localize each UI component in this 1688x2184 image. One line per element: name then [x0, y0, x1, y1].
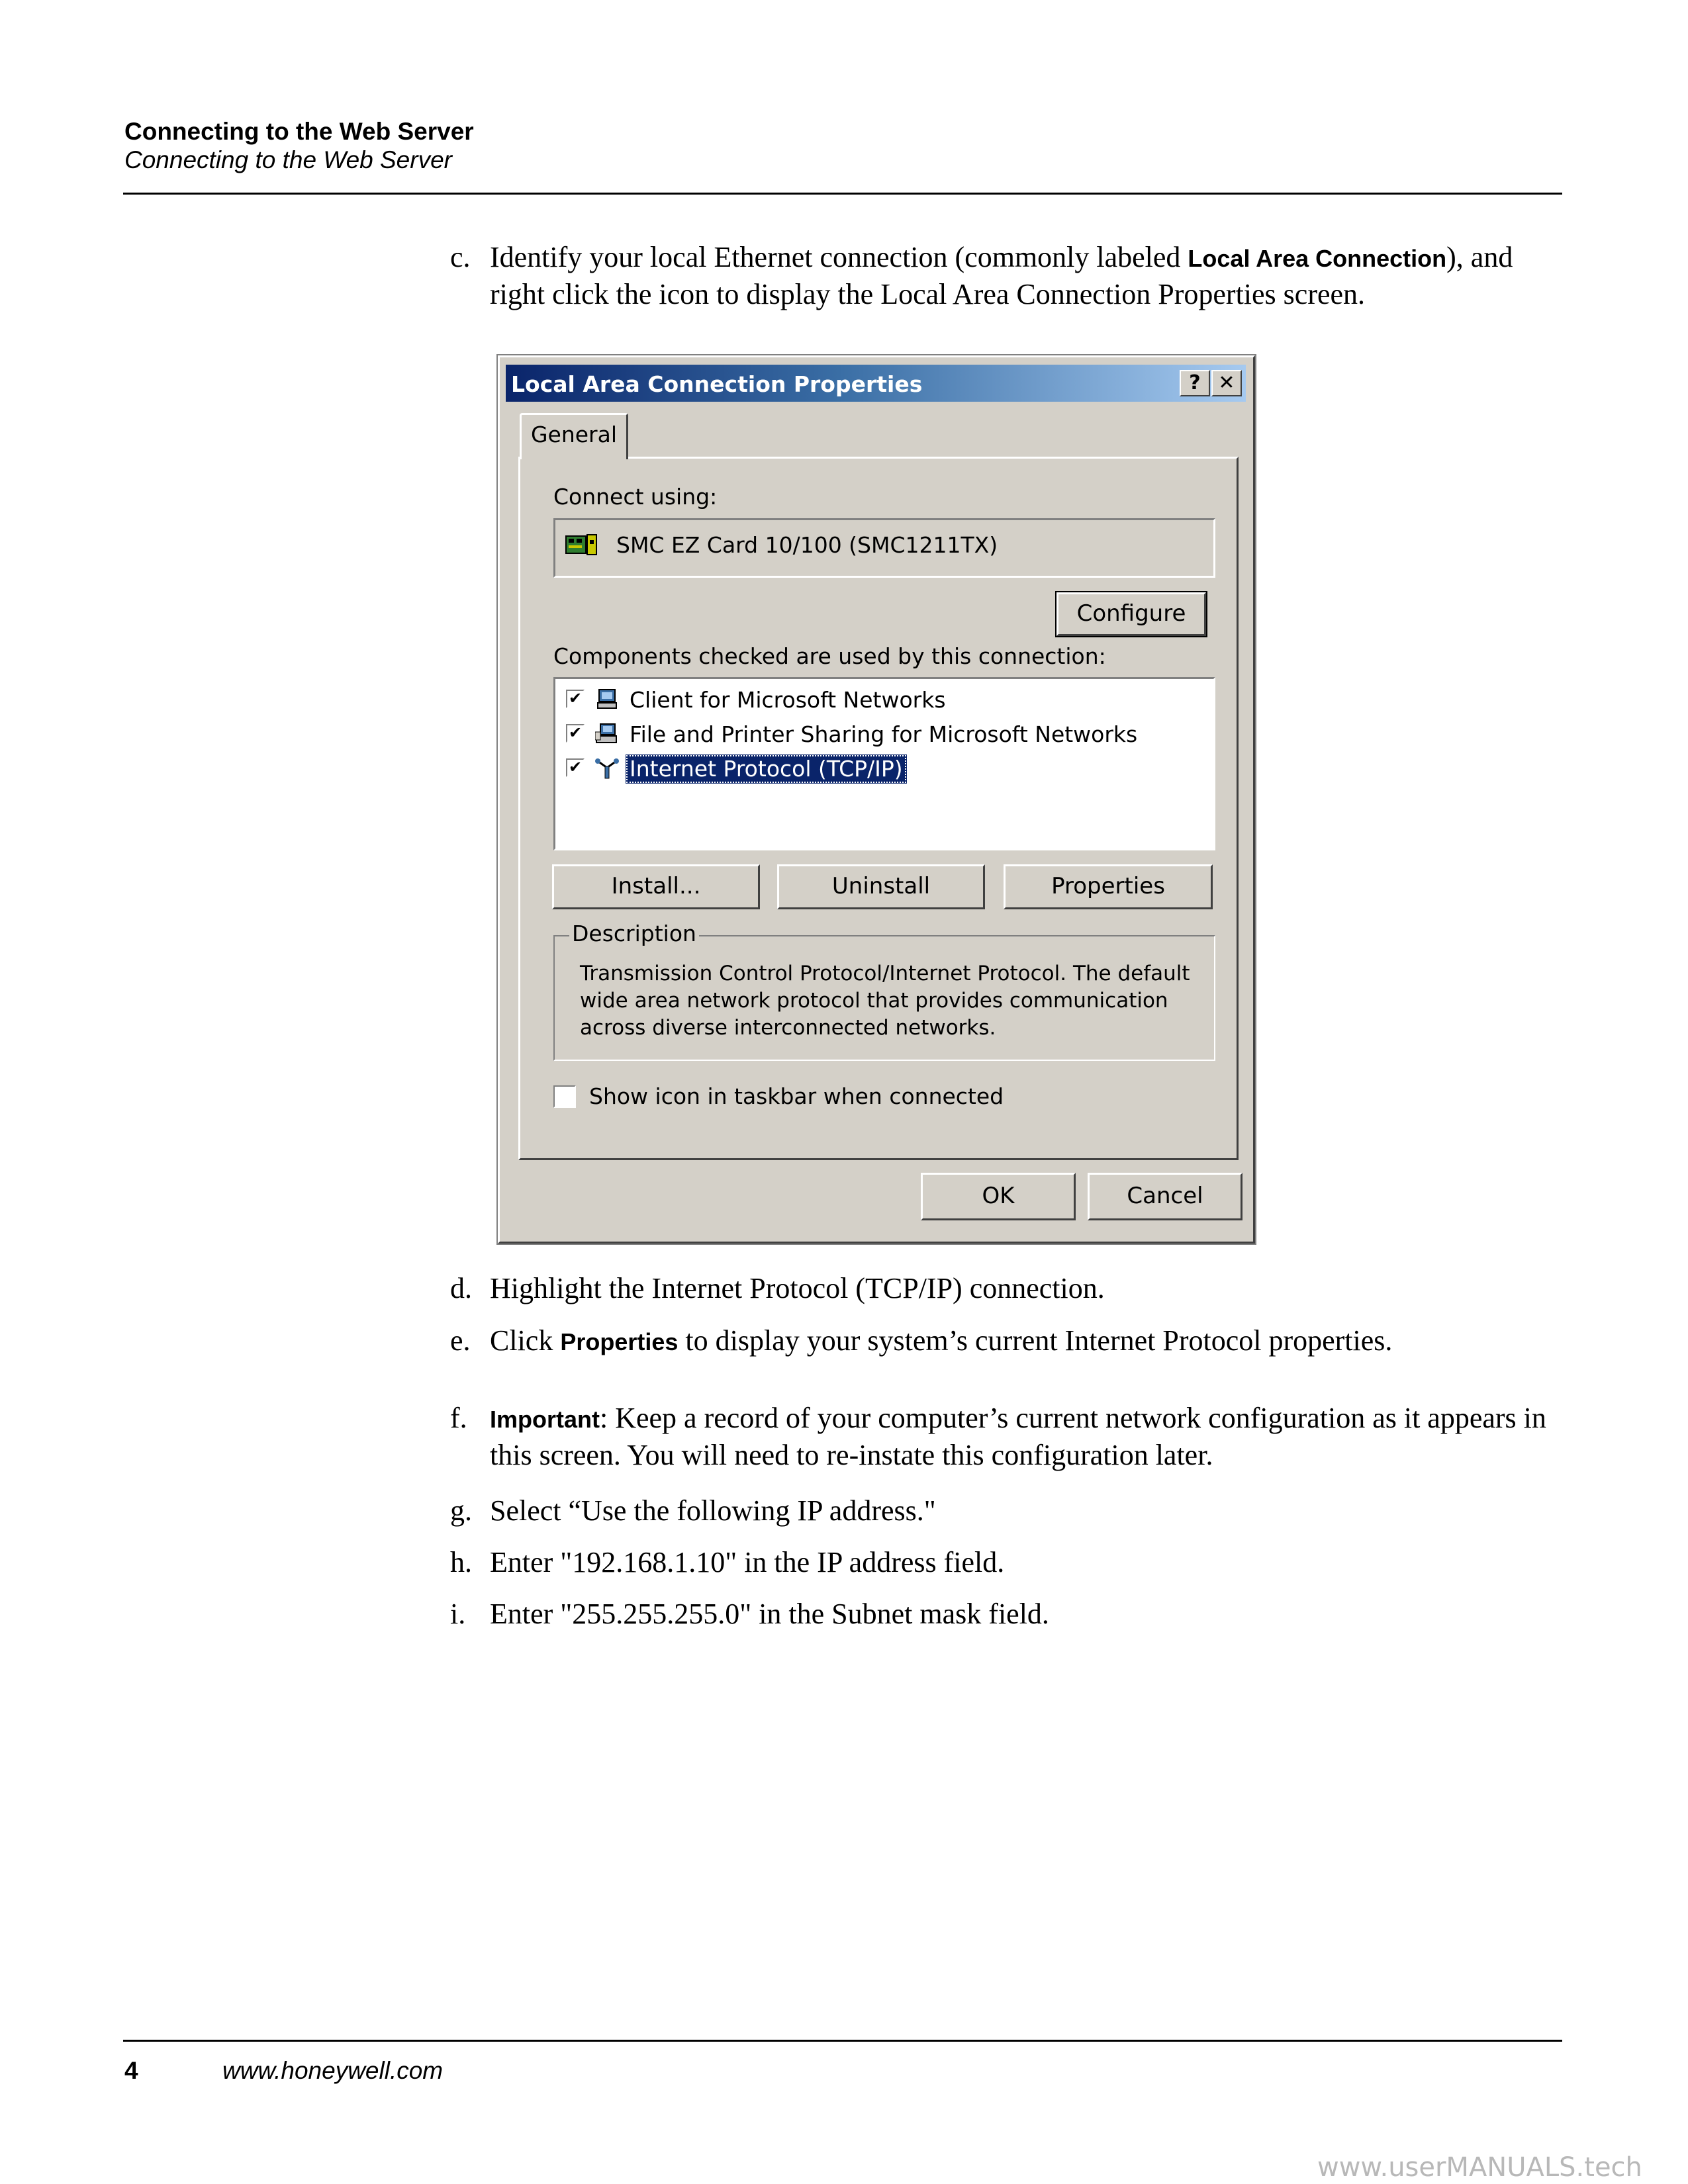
running-header-title: Connecting to the Web Server [124, 118, 474, 145]
step-e-text [490, 1323, 1562, 1360]
running-header-subtitle: Connecting to the Web Server [124, 146, 452, 173]
components-list[interactable] [553, 677, 1215, 850]
ui-term-important: Important [490, 1406, 600, 1433]
step-f-text-part2: : Keep a record of your computer’s current network configuration as it appears in this screen. You will need to re-instate this configuration later. [490, 1402, 1546, 1471]
step-c-text [490, 240, 1562, 312]
components-label: Components checked are used by this connection: [553, 643, 1106, 669]
uninstall-button[interactable]: Uninstall [777, 864, 985, 909]
step-c-text-part1: Identify your local Ethernet connection (commonly labeled [490, 241, 1188, 273]
step-i-label: i. [450, 1598, 466, 1630]
step-g-label: g. [450, 1494, 472, 1527]
watermark: www.userMANUALS.tech [1317, 2152, 1642, 2183]
help-button[interactable]: ? [1180, 370, 1210, 396]
local-area-connection-properties-dialog [498, 355, 1255, 1244]
protocol-icon [595, 757, 619, 780]
cancel-button[interactable]: Cancel [1088, 1173, 1243, 1220]
step-f-text [490, 1400, 1562, 1473]
dialog-titlebar[interactable] [506, 365, 1246, 402]
close-button[interactable]: ✕ [1211, 370, 1242, 396]
ui-term-local-area-connection: Local Area Connection [1188, 245, 1447, 272]
header-rule [123, 193, 1562, 195]
dialog-title: Local Area Connection Properties [511, 371, 923, 397]
step-g-text: Select “Use the following IP address." [490, 1494, 936, 1527]
show-icon-checkbox[interactable] [553, 1085, 576, 1108]
step-e-text-part1: Click [490, 1324, 561, 1357]
ok-button[interactable]: OK [921, 1173, 1076, 1220]
properties-button[interactable]: Properties [1004, 864, 1213, 909]
file-printer-sharing-icon [595, 723, 619, 745]
step-c-text-part2: ), and right click the icon to display the Local Area Connection Properties screen. [490, 241, 1513, 310]
step-e [450, 1323, 1562, 1360]
show-icon-label: Show icon in taskbar when connected [589, 1083, 1004, 1109]
footer-rule [123, 2040, 1562, 2042]
step-c-label: c. [450, 241, 471, 273]
step-c [450, 240, 1562, 312]
step-e-text-part2: to display your system’s current Internet Protocol properties. [678, 1324, 1393, 1357]
step-f-label: f. [450, 1402, 467, 1434]
component-checkbox[interactable]: ✔ [566, 690, 585, 708]
general-tab-panel [518, 457, 1239, 1160]
ui-term-properties: Properties [560, 1328, 679, 1355]
step-g [450, 1493, 1562, 1529]
step-d [450, 1271, 1562, 1306]
description-groupbox [553, 921, 1215, 1061]
component-label: Client for Microsoft Networks [630, 687, 946, 713]
description-legend: Description [569, 921, 699, 946]
step-h-text: Enter "192.168.1.10" in the IP address field. [490, 1546, 1005, 1578]
configure-button[interactable]: Configure [1056, 592, 1206, 636]
component-label: Internet Protocol (TCP/IP) [626, 754, 907, 784]
component-checkbox[interactable]: ✔ [566, 758, 585, 777]
description-text: Transmission Control Protocol/Internet Protocol. The default wide area network protocol that provides communication across diverse interconnected networks. [580, 962, 1190, 1040]
step-d-label: d. [450, 1272, 472, 1304]
adapter-name: SMC EZ Card 10/100 (SMC1211TX) [616, 532, 998, 558]
step-i-text: Enter "255.255.255.0" in the Subnet mask field. [490, 1598, 1049, 1630]
step-h [450, 1545, 1562, 1580]
step-i [450, 1596, 1562, 1632]
component-label: File and Printer Sharing for Microsoft Networks [630, 721, 1138, 747]
network-client-icon [595, 688, 619, 711]
component-checkbox[interactable]: ✔ [566, 724, 585, 743]
footer-url[interactable]: www.honeywell.com [222, 2057, 444, 2084]
step-e-label: e. [450, 1324, 471, 1357]
step-d-text: Highlight the Internet Protocol (TCP/IP) connection. [490, 1272, 1105, 1304]
step-h-label: h. [450, 1546, 472, 1578]
step-f [450, 1400, 1562, 1473]
install-button[interactable]: Install... [552, 864, 760, 909]
tab-general[interactable]: General [520, 413, 628, 459]
page-number: 4 [124, 2057, 138, 2084]
network-adapter-icon [565, 532, 599, 559]
connect-using-label: Connect using: [553, 484, 718, 510]
adapter-field [553, 518, 1215, 578]
